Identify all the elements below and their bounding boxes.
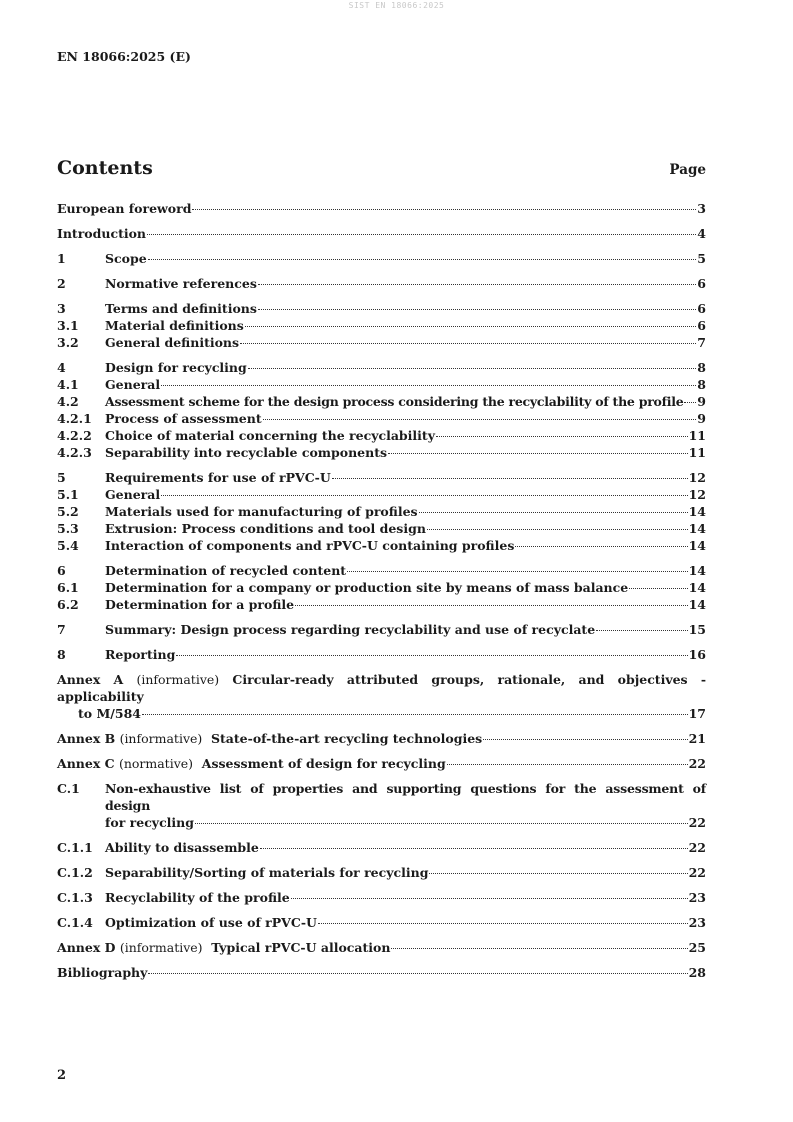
toc-page: 4 <box>697 226 706 241</box>
toc-title: Process of assessment <box>105 411 262 426</box>
toc-page: 7 <box>697 335 706 350</box>
toc-number: C.1.2 <box>57 865 93 880</box>
annex-type: (normative) <box>118 756 194 771</box>
contents-heading <box>57 157 706 179</box>
toc-page: 5 <box>697 251 706 266</box>
toc-page: 22 <box>688 865 706 880</box>
leader-dots <box>295 605 687 606</box>
leader-dots <box>147 234 696 235</box>
toc-title: Assessment scheme for the design process considering the recyclability of the profile <box>105 394 684 409</box>
toc-title: Summary: Design process regarding recyclability and use of recyclate <box>105 622 596 637</box>
toc-title: Introduction <box>57 226 147 241</box>
table-of-contents <box>57 200 706 981</box>
toc-title: Terms and definitions <box>105 301 257 316</box>
toc-entry-4-2-1[interactable] <box>57 410 706 427</box>
toc-title: General <box>105 487 161 502</box>
annex-type: (informative) <box>119 940 203 955</box>
toc-page: 25 <box>688 940 706 955</box>
toc-page: 14 <box>688 563 706 578</box>
toc-number: C.1 <box>57 781 80 796</box>
toc-entry-5-1[interactable] <box>57 486 706 503</box>
toc-number: 8 <box>57 647 66 662</box>
toc-entry-3[interactable] <box>57 300 706 317</box>
toc-title: Separability into recyclable components <box>105 445 388 460</box>
toc-number: 4.2.2 <box>57 428 92 443</box>
toc-title: Extrusion: Process conditions and tool design <box>105 521 426 536</box>
contents-title: Contents <box>57 157 153 179</box>
toc-page: 6 <box>697 276 706 291</box>
page-number: 2 <box>57 1068 67 1083</box>
toc-page: 15 <box>688 622 706 637</box>
toc-title: Requirements for use of rPVC-U <box>105 470 331 485</box>
leader-dots <box>148 259 697 260</box>
toc-entry-4-2-3[interactable] <box>57 444 706 461</box>
toc-entry-annex-d[interactable] <box>57 939 706 956</box>
toc-number: 6.1 <box>57 580 79 595</box>
toc-page: 11 <box>688 428 706 443</box>
toc-page: 22 <box>688 815 706 830</box>
toc-number: 1 <box>57 251 66 266</box>
leader-dots <box>161 495 687 496</box>
toc-title: State-of-the-art recycling technologies <box>211 731 483 746</box>
toc-number: 3.2 <box>57 335 79 350</box>
toc-title: Typical rPVC-U allocation <box>211 940 391 955</box>
toc-page: 14 <box>688 597 706 612</box>
toc-entry-6[interactable] <box>57 562 706 579</box>
toc-number: C.1.3 <box>57 890 93 905</box>
toc-number: 5 <box>57 470 66 485</box>
toc-entry-6-1[interactable] <box>57 579 706 596</box>
leader-dots <box>291 898 688 899</box>
toc-page: 22 <box>688 756 706 771</box>
toc-entry-3-1[interactable] <box>57 317 706 334</box>
leader-dots <box>148 973 687 974</box>
toc-number: 5.4 <box>57 538 79 553</box>
toc-number: 5.3 <box>57 521 79 536</box>
leader-dots <box>161 385 696 386</box>
toc-entry-foreword[interactable] <box>57 200 706 217</box>
toc-number: 4.2.3 <box>57 445 92 460</box>
toc-page: 14 <box>688 504 706 519</box>
toc-page: 8 <box>697 377 706 392</box>
toc-title: Circular-ready attributed groups, rationale, and objectives - applicability <box>57 672 707 704</box>
leader-dots <box>332 478 688 479</box>
toc-entry-c-1-1[interactable] <box>57 839 706 856</box>
toc-entry-c-1-2[interactable] <box>57 864 706 881</box>
leader-dots <box>142 714 688 715</box>
toc-number: 4.2 <box>57 394 79 409</box>
toc-title: Recyclability of the profile <box>105 890 290 905</box>
toc-title: Interaction of components and rPVC-U containing profiles <box>105 538 515 553</box>
toc-page: 12 <box>688 470 706 485</box>
leader-dots <box>245 326 696 327</box>
toc-number: 4.2.1 <box>57 411 92 426</box>
toc-title: General definitions <box>105 335 240 350</box>
toc-page: 14 <box>688 538 706 553</box>
toc-number: 3 <box>57 301 66 316</box>
leader-dots <box>318 923 688 924</box>
toc-entry-annex-b[interactable] <box>57 730 706 747</box>
toc-title: European foreword <box>57 201 192 216</box>
toc-page: 21 <box>688 731 706 746</box>
toc-title-continued: to M/584 <box>78 706 141 721</box>
toc-entry-3-2[interactable] <box>57 334 706 351</box>
toc-number: 4.1 <box>57 377 79 392</box>
toc-page: 17 <box>688 706 706 721</box>
toc-page: 28 <box>688 965 706 980</box>
toc-page: 14 <box>688 580 706 595</box>
toc-entry-annex-c[interactable] <box>57 755 706 772</box>
toc-number: 5.1 <box>57 487 79 502</box>
leader-dots <box>427 529 688 530</box>
document-id: EN 18066:2025 (E) <box>57 49 191 64</box>
toc-title: Normative references <box>105 276 257 291</box>
leader-dots <box>515 546 687 547</box>
leader-dots <box>684 402 696 403</box>
toc-title: Design for recycling <box>105 360 247 375</box>
annex-label: Annex A <box>57 672 124 687</box>
toc-entry-5-3[interactable] <box>57 520 706 537</box>
toc-entry-7[interactable] <box>57 621 706 638</box>
leader-dots <box>240 343 696 344</box>
leader-dots <box>347 571 688 572</box>
leader-dots <box>447 764 688 765</box>
toc-page: 14 <box>688 521 706 536</box>
leader-dots <box>192 209 696 210</box>
leader-dots <box>419 512 688 513</box>
toc-page: 23 <box>688 915 706 930</box>
toc-entry-5[interactable] <box>57 469 706 486</box>
annex-label: Annex B <box>57 731 116 746</box>
toc-title: Determination for a company or production site by means of mass balance <box>105 580 629 595</box>
toc-title: Materials used for manufacturing of profiles <box>105 504 418 519</box>
leader-dots <box>258 284 696 285</box>
toc-page: 11 <box>688 445 706 460</box>
toc-number: C.1.4 <box>57 915 93 930</box>
toc-entry-bibliography[interactable] <box>57 964 706 981</box>
toc-page: 8 <box>697 360 706 375</box>
toc-page: 9 <box>697 411 706 426</box>
toc-entry-introduction[interactable] <box>57 225 706 242</box>
toc-entry-c-1-3[interactable] <box>57 889 706 906</box>
toc-title: Assessment of design for recycling <box>201 756 446 771</box>
toc-page: 6 <box>697 301 706 316</box>
toc-page: 9 <box>697 394 706 409</box>
toc-page: 22 <box>688 840 706 855</box>
leader-dots <box>263 419 697 420</box>
leader-dots <box>388 453 688 454</box>
toc-title: Determination of recycled content <box>105 563 347 578</box>
toc-page: 16 <box>688 647 706 662</box>
toc-title: Ability to disassemble <box>105 840 259 855</box>
toc-entry-c-1-4[interactable] <box>57 914 706 931</box>
toc-entry-5-4[interactable] <box>57 537 706 554</box>
leader-dots <box>596 630 687 631</box>
toc-number: 5.2 <box>57 504 79 519</box>
toc-entry-c-1[interactable] <box>57 780 706 831</box>
toc-entry-1[interactable] <box>57 250 706 267</box>
toc-entry-4-2-2[interactable] <box>57 427 706 444</box>
annex-label: Annex C <box>57 756 115 771</box>
toc-entry-4-2[interactable] <box>57 393 706 410</box>
toc-title: Separability/Sorting of materials for recycling <box>105 865 429 880</box>
toc-entry-2[interactable] <box>57 275 706 292</box>
toc-title: Material definitions <box>105 318 244 333</box>
toc-title: Optimization of use of rPVC-U <box>105 915 317 930</box>
toc-entry-4-1[interactable] <box>57 376 706 393</box>
toc-page: 23 <box>688 890 706 905</box>
leader-dots <box>429 873 687 874</box>
page-column-header: Page <box>669 162 706 178</box>
leader-dots <box>436 436 688 437</box>
toc-page: 12 <box>688 487 706 502</box>
toc-number: 3.1 <box>57 318 79 333</box>
leader-dots <box>258 309 696 310</box>
leader-dots <box>629 588 687 589</box>
toc-number: 4 <box>57 360 66 375</box>
toc-number: 6.2 <box>57 597 79 612</box>
annex-type: (informative) <box>119 731 203 746</box>
toc-page: 3 <box>697 201 706 216</box>
toc-entry-5-2[interactable] <box>57 503 706 520</box>
leader-dots <box>483 739 687 740</box>
toc-title: Non-exhaustive list of properties and supporting questions for the assessment of design <box>105 781 706 813</box>
toc-title: Bibliography <box>57 965 148 980</box>
leader-dots <box>391 948 687 949</box>
toc-number: 6 <box>57 563 66 578</box>
toc-number: 7 <box>57 622 66 637</box>
toc-number: 2 <box>57 276 66 291</box>
annex-label: Annex D <box>57 940 116 955</box>
toc-entry-annex-a[interactable] <box>57 671 706 722</box>
toc-page: 6 <box>697 318 706 333</box>
toc-number: C.1.1 <box>57 840 93 855</box>
watermark: SIST EN 18066:2025 <box>348 1 445 10</box>
annex-type: (informative) <box>136 672 220 687</box>
toc-title: Scope <box>105 251 147 266</box>
toc-title: Choice of material concerning the recyclability <box>105 428 435 443</box>
toc-title-line <box>57 671 706 705</box>
leader-dots <box>260 848 688 849</box>
leader-dots <box>195 823 688 824</box>
toc-title: Determination for a profile <box>105 597 295 612</box>
toc-entry-8[interactable] <box>57 646 706 663</box>
leader-dots <box>176 655 687 656</box>
toc-title-continued: for recycling <box>105 815 195 830</box>
toc-title: General <box>105 377 161 392</box>
leader-dots <box>248 368 697 369</box>
toc-entry-4[interactable] <box>57 359 706 376</box>
toc-entry-6-2[interactable] <box>57 596 706 613</box>
toc-title: Reporting <box>105 647 176 662</box>
